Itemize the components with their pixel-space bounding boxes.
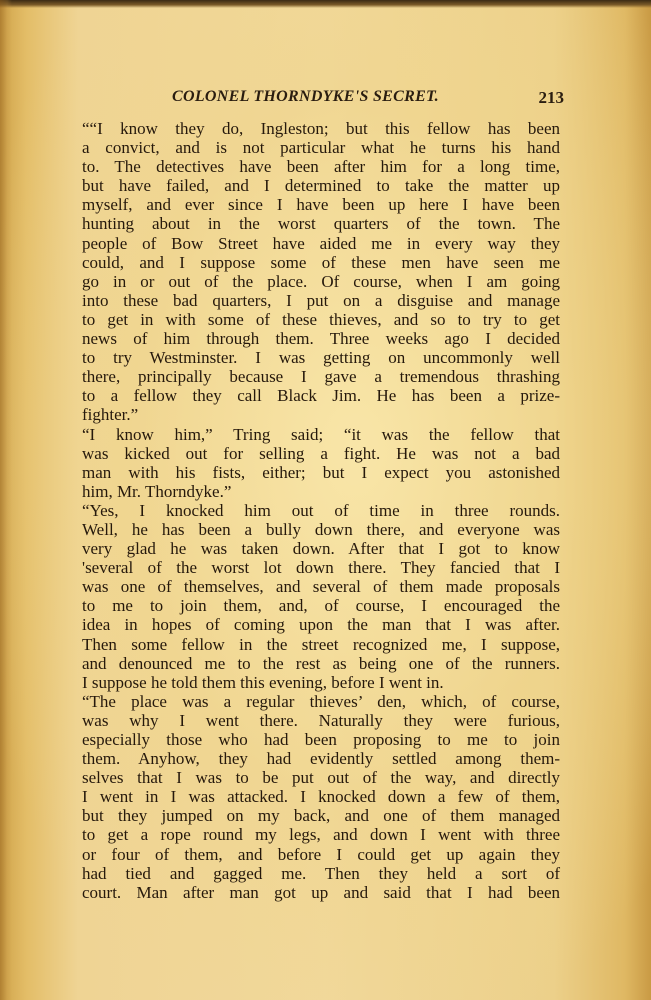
text-line: court. Man after man got up and said that I had been xyxy=(82,882,560,902)
text-line: was why I went there. Naturally they were furious, xyxy=(82,710,560,730)
text-line: but have failed, and I determined to take the matter up xyxy=(82,176,560,196)
body-text xyxy=(82,119,560,902)
text-line: selves that I was to be put out of the way, and directly xyxy=(82,768,560,788)
text-line: or four of them, and before I could get up again they xyxy=(82,844,560,864)
text-line: could, and I suppose some of these men have seen me xyxy=(82,252,560,272)
text-line: was kicked out for selling a fight. He was not a bad xyxy=(82,443,560,463)
page-header xyxy=(172,88,564,110)
text-line: I suppose he told them this evening, before I went in. xyxy=(82,672,444,692)
text-line: Then some fellow in the street recognized me, I suppose, xyxy=(82,634,560,654)
text-line: fighter.” xyxy=(82,405,139,425)
text-line: him, Mr. Thorndyke.” xyxy=(82,481,232,501)
text-line: there, principally because I gave a tremendous thrashing xyxy=(82,367,560,387)
text-line: people of Bow Street have aided me in every way they xyxy=(82,233,560,253)
page-number: 213 xyxy=(538,88,564,107)
text-line: but they jumped on my back, and one of them managed xyxy=(82,806,560,826)
text-line: into these bad quarters, I put on a disguise and manage xyxy=(82,290,560,310)
text-line: ““I know they do, Ingleston; but this fellow has been xyxy=(82,119,560,138)
text-line: to me to join them, and, of course, I encouraged the xyxy=(82,596,560,616)
text-line: very glad he was taken down. After that I got to know xyxy=(82,539,560,559)
running-title: COLONEL THORNDYKE'S SECRET. xyxy=(172,88,439,105)
text-line: 'several of the worst lot down there. They fancied that I xyxy=(82,558,560,578)
text-line: was one of themselves, and several of them made proposals xyxy=(82,577,560,597)
text-line: myself, and ever since I have been up here I have been xyxy=(82,195,560,215)
text-line: them. Anyhow, they had evidently settled among them- xyxy=(82,749,560,769)
text-line: to get a rope round my legs, and down I went with three xyxy=(82,825,560,845)
text-line: “The place was a regular thieves’ den, which, of course, xyxy=(82,691,560,711)
text-line: “I know him,” Tring said; “it was the fellow that xyxy=(82,424,560,444)
text-line: to. The detectives have been after him for a long time, xyxy=(82,157,560,177)
text-line: a convict, and is not particular what he turns his hand xyxy=(82,138,560,158)
text-line: especially those who had been proposing to me to join xyxy=(82,730,560,749)
text-line: I went in I was attacked. I knocked down a few of them, xyxy=(82,787,560,807)
text-line: to try Westminster. I was getting on uncommonly well xyxy=(82,348,560,368)
text-line: news of him through them. Three weeks ago I decided xyxy=(82,329,560,349)
text-line: man with his fists, either; but I expect you astonished xyxy=(82,462,560,482)
text-line: hunting about in the worst quarters of the town. The xyxy=(82,214,560,234)
text-line: to get in with some of these thieves, and so to try to get xyxy=(82,309,560,329)
text-line: and denounced me to the rest as being one of the runners. xyxy=(82,653,560,673)
text-line: idea in hopes of coming upon the man that I was after. xyxy=(82,615,560,635)
text-line: go in or out of the place. Of course, when I am going xyxy=(82,271,560,291)
text-line: had tied and gagged me. Then they held a sort of xyxy=(82,863,560,883)
text-line: “Yes, I knocked him out of time in three rounds. xyxy=(82,500,560,520)
text-line: to a fellow they call Black Jim. He has been a prize- xyxy=(82,386,560,406)
text-line: Well, he has been a bully down there, and everyone was xyxy=(82,519,560,539)
